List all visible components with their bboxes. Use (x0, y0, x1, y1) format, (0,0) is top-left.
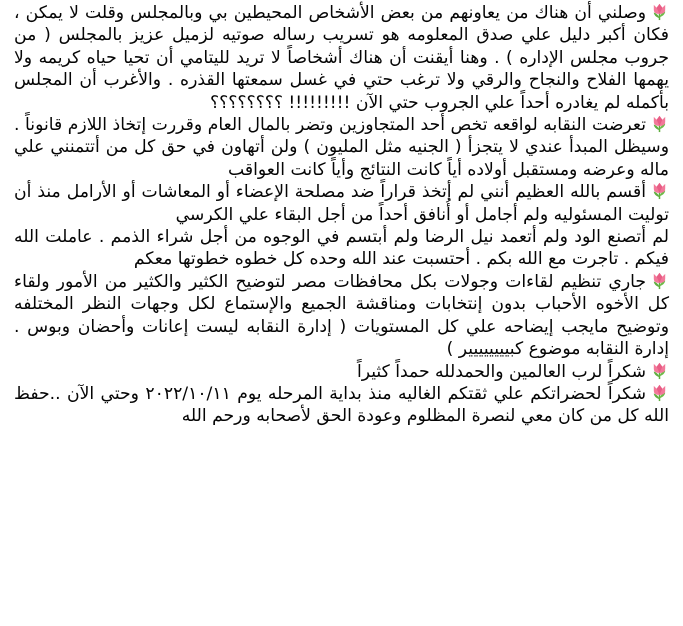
paragraph-text: أقسم بالله العظيم أنني لم أتخذ قراراً ضد مصلحة الإعضاء أو المعاشات أو الأرامل منذ أن توليت المسئوليه ولم أجامل أو أُنافق أحداً من أجل البقاء علي الكرسي (14, 182, 669, 225)
paragraph-text: شكراً لحضراتكم علي ثقتكم الغاليه منذ بداية المرحله يوم ٢٠٢٢/١٠/١١ وحتي الآن ..حفظ الله كل من كان معي لنصرة المظلوم وعودة الحق لأصحابه ورحم الله (14, 383, 669, 427)
tulip-emoji-icon (650, 361, 669, 380)
tulip-emoji-icon (650, 271, 669, 290)
paragraph-text: جاري تنظيم لقاءات وجولات بكل محافظات مصر لتوضيح الكثير والكثير من الأمور ولقاء كل الأخوه الأحباب بدون إنتخابات ومناقشة الجميع والإستماع لكل وجهات النظر المختلفه وتوضيح مايجب إيضاحه علي كل المستويات ( إدارة النقابه ليست إعانات وأحضان وبوس . إدارة النقابه موضوع كبيييييييير ) (14, 271, 669, 360)
paragraph-text: لم أتصنع الود ولم أتعمد نيل الرضا ولم أبتسم في الوجوه من أجل شراء الذمم . عاملت الله فيكم . تاجرت مع الله بكم . أحتسبت عند الله وحده كل خطوه خطوتها معكم (14, 227, 669, 270)
post-paragraph-1 (14, 2, 669, 114)
post-paragraph-5 (14, 271, 669, 361)
tulip-emoji-icon (650, 181, 669, 200)
post-paragraph-6 (14, 361, 669, 383)
post-paragraph-3 (14, 181, 669, 226)
tulip-emoji-icon (650, 114, 669, 133)
paragraph-text: شكراً لرب العالمين والحمدلله حمداً كثيراً (356, 361, 646, 382)
tulip-emoji-icon (650, 383, 669, 402)
tulip-emoji-icon (650, 2, 669, 21)
post-paragraph-2 (14, 114, 669, 181)
post-paragraph-4 (14, 226, 669, 271)
paragraph-text: وصلني أن هناك من يعاونهم من بعض الأشخاص المحيطين بي وبالمجلس وقلت لا يمكن ، فكان أكبر دليل علي صدق المعلومه هو تسريب رساله صوتيه لزميل عزيز بالمجلس ( من جروب مجلس الإداره ) . وهنا أيقنت أن هناك أشخاصاً لا تريد لليتامي أن تحيا حياه كريمه ولا يهمها الفلاح والنجاح والرقي ولا ترغب حتي في غسل سمعتها القذره . والأغرب أن المجلس بأكمله لم يغادره أحداً علي الجروب حتي الآن !!!!!!!!! ؟؟؟؟؟؟؟؟ (14, 3, 669, 113)
post-paragraph-7 (14, 383, 669, 428)
paragraph-text: تعرضت النقابه لواقعه تخص أحد المتجاوزين وتضر بالمال العام وقررت إتخاذ اللازم قانوناً . وسيظل المبدأ عندي لا يتجزأ ( الجنيه مثل المليون ) ولن أتهاون في حق كل من أتتمنني علي ماله وعرضه ومستقبل أولاده أياً كانت النتائج وأياً كانت العواقب (14, 115, 669, 180)
